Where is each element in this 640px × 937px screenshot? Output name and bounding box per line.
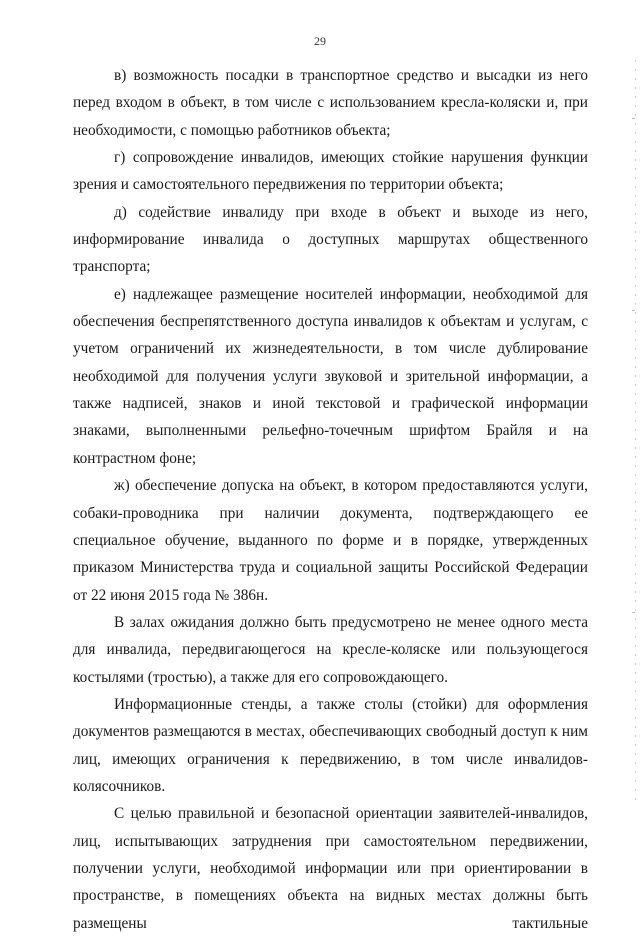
paragraph-orientation: С целью правильной и безопасной ориентации заявителей-инвалидов, лиц, испытывающих затруднения при самостоятельном передвижении, получении услуги, необходимой информации или при ориентировании в пространстве, в помещениях объекта на видных местах должны быть размещены тактильные [73, 805, 588, 932]
scan-edge-artifact [635, 60, 636, 800]
scan-mark [632, 612, 635, 613]
page-number: 29 [314, 34, 326, 48]
paragraph-item-zh: ж) обеспечение допуска на объект, в котором предоставляются услуги, собаки-проводника при наличии документа, подтверждающего ее специальное обучение, выданного по форме и в порядке, утвержденных приказом Министерства труда и социальной защиты Российской Федерации от 22 июня 2015 года № 386н. [73, 477, 588, 604]
paragraph-waiting-halls: В залах ожидания должно быть предусмотрено не менее одного места для инвалида, передвигающегося на кресле-коляске или пользующегося костылями (тростью), а также для его сопровождающего. [73, 613, 588, 686]
paragraph-item-v: в) возможность посадки в транспортное средство и высадки из него перед входом в объект, в том числе с использованием кресла-коляски и, при необходимости, с помощью работников объекта; [73, 67, 588, 139]
paragraph-item-g: г) сопровождение инвалидов, имеющих стойкие нарушения функции зрения и самостоятельного передвижения по территории объекта; [73, 149, 588, 194]
paragraph-item-d: д) содействие инвалиду при входе в объект и выходе из него, информирование инвалида о доступных маршрутах общественного транспорта; [73, 203, 588, 276]
scan-mark [632, 118, 635, 119]
paragraph-info-stands: Информационные стенды, а также столы (стойки) для оформления документов размещаются в местах, обеспечивающих свободный доступ к ним лиц, имеющих ограничения к передвижению, в том числе инвалидов-колясочников. [73, 695, 588, 795]
body-text [73, 62, 588, 937]
scan-mark [632, 310, 635, 311]
paragraph-item-e: е) надлежащее размещение носителей информации, необходимой для обеспечения беспрепятственного доступа инвалидов к объектам и услугам, с учетом ограничений их жизнедеятельности, в том числе дублирование необходимой для получения услуги звуковой и зрительной информации, а также надписей, знаков и иной текстовой и графической информации знаками, выполненными рельефно-точечным шрифтом Брайля и на контрастном фоне; [73, 285, 588, 467]
